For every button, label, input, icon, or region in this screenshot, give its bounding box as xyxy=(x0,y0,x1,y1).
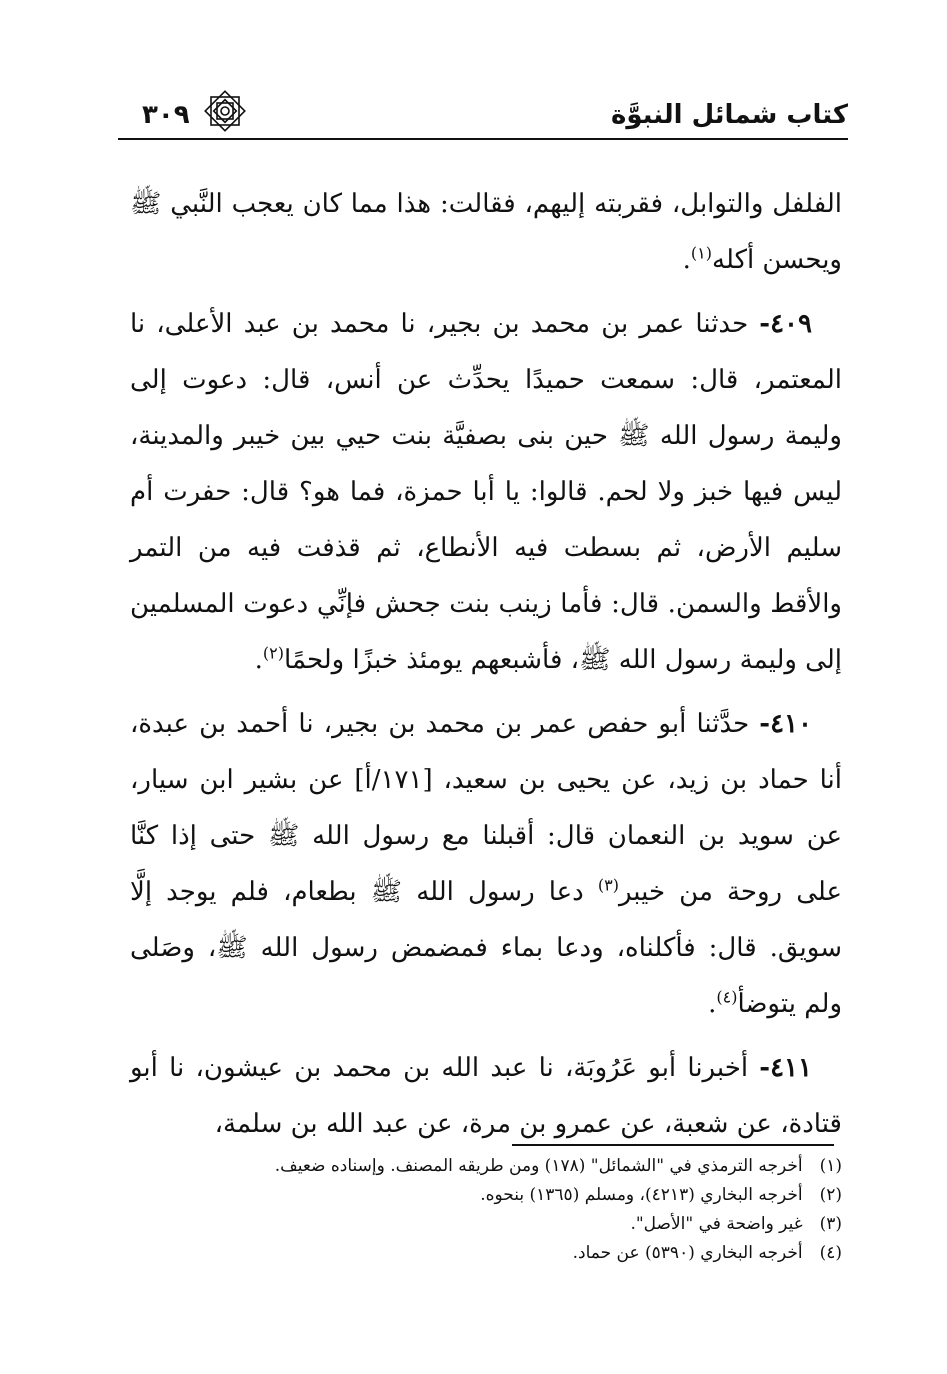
footnote-number: (٤) xyxy=(819,1243,842,1263)
chapter-title: كتاب شمائل النبوَّة xyxy=(610,100,848,130)
hadith-number: ٤٠٩- xyxy=(759,309,812,339)
footnote-number: (١) xyxy=(819,1156,842,1176)
footnotes xyxy=(130,1152,842,1268)
footnote-text: أخرجه البخاري (٥٣٩٠) عن حماد. xyxy=(572,1243,803,1263)
footnote-ref: (١) xyxy=(690,243,713,263)
hadith-number: ٤١٠- xyxy=(759,709,812,739)
hadith-number: ٤١١- xyxy=(759,1053,812,1083)
hadith-text: حدثنا عمر بن محمد بن بجير، نا محمد بن عبد الأعلى، نا المعتمر، قال: سمعت حميدًا يحدِّث عن أنس، قال: دعوت إلى وليمة رسول الله ﷺ حين بنى بصفيَّة بنت حيي بين خيبر والمدينة، ليس فيها خبز ولا لحم. قالوا: يا أبا حمزة، فما هو؟ قال: حفرت أم سليم الأرض، ثم بسطت فيه الأنطاع، ثم قذفت فيه من التمر والأقط والسمن. قال: فأما زينب بنت جحش فإنِّي دعوت المسلمين إلى وليمة رسول الله ﷺ، فأشبعهم يومئذ خبزًا ولحمًا xyxy=(130,309,842,675)
main-text xyxy=(130,176,842,1160)
footnote-ref: (٢) xyxy=(262,643,285,663)
footnote-item xyxy=(130,1181,842,1210)
header-rule xyxy=(118,138,848,140)
footnote-number: (٢) xyxy=(819,1185,842,1205)
footnote-number: (٣) xyxy=(819,1214,842,1234)
hadith-411 xyxy=(130,1040,842,1152)
paragraph-continuation xyxy=(130,176,842,288)
footnote-item xyxy=(130,1210,842,1239)
paragraph-end: . xyxy=(682,245,691,275)
paragraph-end: . xyxy=(708,989,717,1019)
footnote-text: أخرجه الترمذي في "الشمائل" (١٧٨) ومن طريقه المصنف. وإسناده ضعيف. xyxy=(274,1156,803,1176)
page-header xyxy=(118,86,848,146)
hadith-text: حدَّثنا أبو حفص عمر بن محمد بن بجير، نا أحمد بن عبدة، أنا حماد بن زيد، عن يحيى بن سعيد، [١٧١/أ] عن بشير ابن سيار، عن سويد بن النعمان قال: أقبلنا مع رسول الله ﷺ حتى إذا كنَّا على روحة من خيبر xyxy=(130,709,842,907)
octagram-ornament-icon xyxy=(204,90,246,132)
footnote-text: أخرجه البخاري (٤٢١٣)، ومسلم (١٣٦٥) بنحوه. xyxy=(480,1185,803,1205)
hadith-410 xyxy=(130,696,842,1032)
footnote-ref: (٣) xyxy=(597,875,619,895)
footnote-item xyxy=(130,1152,842,1181)
hadith-409 xyxy=(130,296,842,688)
footnote-text: غير واضحة في "الأصل". xyxy=(630,1214,803,1234)
footnote-rule xyxy=(512,1144,834,1146)
hadith-text-continued: دعا رسول الله ﷺ بطعام، فلم يوجد إلَّا سويق. قال: فأكلناه، ودعا بماء فمضمض رسول الله ﷺ، وصَلى ولم يتوضأ xyxy=(130,877,842,1019)
hadith-text: أخبرنا أبو عَرُوبَة، نا عبد الله بن محمد بن عيشون، نا أبو قتادة، عن شعبة، عن عمرو بن مرة، عن عبد الله بن سلمة، xyxy=(130,1053,842,1139)
paragraph-text: الفلفل والتوابل، فقربته إليهم، فقالت: هذا مما كان يعجب النَّبي ﷺ ويحسن أكله xyxy=(130,189,842,275)
footnote-item xyxy=(130,1239,842,1268)
page-number: ٣٠٩ xyxy=(142,100,190,130)
paragraph-end: . xyxy=(254,645,263,675)
footnote-ref: (٤) xyxy=(716,987,738,1007)
